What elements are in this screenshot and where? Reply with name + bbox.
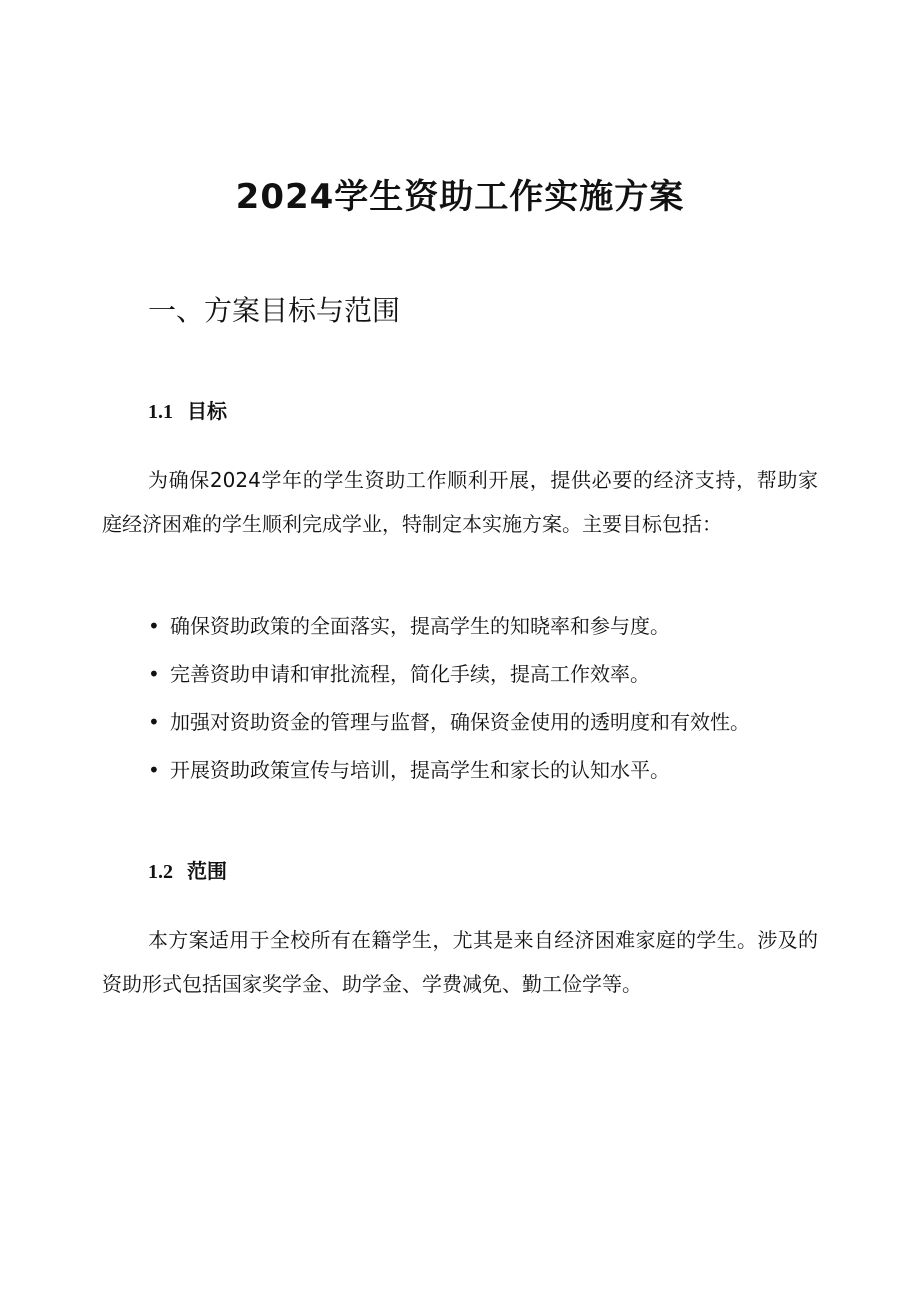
bullet-icon: •: [148, 614, 160, 638]
document-title: 2024学生资助工作实施方案: [235, 177, 685, 217]
subheading-label: 范围: [187, 859, 227, 883]
list-item-text: 开展资助政策宣传与培训，提高学生和家长的认知水平。: [170, 758, 670, 782]
bullet-icon: •: [148, 758, 160, 782]
bullet-icon: •: [148, 710, 160, 734]
list-item: [148, 650, 750, 698]
goals-bullet-list: [148, 602, 750, 794]
subheading-number: 1.1: [148, 401, 173, 423]
subheading-number: 1.2: [148, 861, 173, 883]
bullet-icon: •: [148, 662, 160, 686]
list-item: [148, 746, 750, 794]
list-item: [148, 698, 750, 746]
section-heading-goals-scope: 一、方案目标与范围: [148, 294, 401, 327]
list-item-text: 完善资助申请和审批流程，简化手续，提高工作效率。: [170, 662, 650, 686]
subheading-scope: [148, 856, 227, 887]
list-item-text: 加强对资助资金的管理与监督，确保资金使用的透明度和有效性。: [170, 710, 750, 734]
scope-paragraph: 本方案适用于全校所有在籍学生，尤其是来自经济困难家庭的学生。涉及的资助形式包括国家奖学金、助学金、学费减免、勤工俭学等。: [102, 928, 818, 996]
subheading-label: 目标: [187, 399, 227, 423]
list-item: [148, 602, 750, 650]
goals-paragraph: 为确保2024学年的学生资助工作顺利开展，提供必要的经济支持，帮助家庭经济困难的学生顺利完成学业，特制定本实施方案。主要目标包括：: [102, 468, 818, 536]
list-item-text: 确保资助政策的全面落实，提高学生的知晓率和参与度。: [170, 614, 670, 638]
subheading-goals: [148, 396, 227, 427]
